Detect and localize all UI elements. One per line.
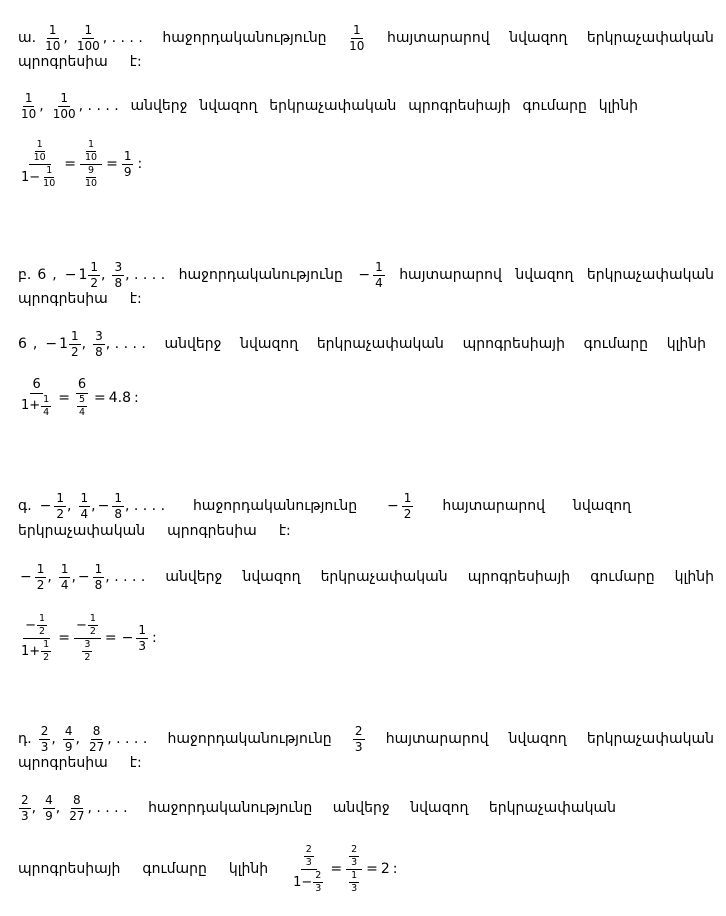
fraction: 1 10 bbox=[45, 23, 61, 53]
result-value: 4.8 bbox=[108, 389, 131, 406]
part-b-sum-line: 6 , − 1 1 2 , 3 8 , . . . . անվերջ նվազող երկրաչափական պրոգրեսիայի գումարը կլինի bbox=[18, 329, 706, 359]
part-b-formula: 6 1+ $\frac{1}{4}$ = 6 5 4 = 4.8 : bbox=[21, 377, 139, 418]
compound-fraction: − $\frac{1}{2}$ 3 2 bbox=[74, 614, 101, 663]
fraction: 2 3 bbox=[21, 793, 29, 823]
fraction: 1 10 bbox=[349, 23, 365, 53]
part-b-statement-cont: պրոգրեսիա է : bbox=[18, 291, 142, 307]
result-fraction: $\frac{1}{3}$ bbox=[138, 623, 147, 653]
result-fraction: $\frac{1}{9}$ bbox=[123, 149, 132, 179]
result-value: 2 bbox=[380, 861, 390, 878]
part-d-statement: դ . 2 3 , 4 9 , 8 27 , . . . . հաջորդականությունը 2 3 հայտարարով նվազող երկրաչափական bbox=[18, 724, 714, 754]
fraction: 1 100 bbox=[52, 91, 76, 121]
part-b-sequence: բ . 6 , − 1 1 2 , 3 8 , . . . . bbox=[18, 260, 166, 290]
part-d-sequence: դ . 2 3 , 4 9 , 8 27 , . . . . bbox=[18, 724, 148, 754]
fraction: 8 27 bbox=[88, 724, 105, 754]
fraction: 1 10 bbox=[21, 91, 37, 121]
part-d-formula-line: պրոգրեսիայի գումարը կլինի 2 3 1− $\frac{2}{3}$ = 2 3 1 3 = 2 : bbox=[18, 845, 714, 894]
part-a-statement: ա . 1 10 , 1 100 , . . . . հաջորդականությունը 1 10 հայտարարով նվազող երկրաչափական bbox=[18, 23, 714, 53]
fraction: 8 27 bbox=[69, 793, 85, 823]
fraction: 1 2 bbox=[71, 329, 79, 359]
part-c-sum-line: − $\frac{1}{2}$ , 1 4 , − $\frac{1}{8}$ , . . . . անվերջ նվազող երկրաչափական պրոգրեսիայի գումարը կլինի bbox=[20, 562, 714, 592]
part-a-sequence: ա . 1 10 , 1 100 , . . . . bbox=[18, 23, 143, 53]
part-a-statement-cont: պրոգրեսիա է : bbox=[18, 54, 142, 70]
fraction: 2 3 bbox=[40, 724, 49, 754]
part-a-sum-line: 1 10 , 1 100 , . . . . անվերջ նվազող երկրաչափական պրոգրեսիայի գումարը կլինի bbox=[21, 91, 638, 121]
part-c-statement: գ . − $\frac{1}{2}$ , 1 4 , − $\frac{1}{8}$ , . . . . հաջորդականությունը − $\frac{1}{2}$ հայտարարով նվազող bbox=[18, 491, 631, 521]
part-a-formula: 1 10 1− $\frac{1}{10}$ = 1 10 9 10 = $\frac{1}{9}$ : bbox=[21, 139, 143, 189]
fraction: 4 9 bbox=[64, 724, 73, 754]
fraction: 2 3 bbox=[354, 724, 363, 754]
fraction: 4 9 bbox=[45, 793, 53, 823]
fraction: 1 4 bbox=[60, 562, 69, 592]
part-c-sequence: գ . − $\frac{1}{2}$ , 1 4 , − $\frac{1}{8}$ , . . . . bbox=[18, 491, 166, 521]
compound-fraction: − $\frac{1}{2}$ 1+ $\frac{1}{2}$ bbox=[21, 613, 50, 663]
compound-fraction: 2 3 1− $\frac{2}{3}$ bbox=[293, 844, 322, 894]
fraction: $\frac{1}{4}$ bbox=[375, 260, 383, 290]
fraction: $\frac{1}{2}$ bbox=[56, 491, 65, 521]
part-b-statement: բ . 6 , − 1 1 2 , 3 8 , . . . . հաջորդականությունը − $\frac{1}{4}$ հայտարարով նվազող երկրաչափական bbox=[18, 260, 714, 290]
fraction: $\frac{1}{2}$ bbox=[36, 562, 45, 592]
fraction: 1 4 bbox=[80, 491, 89, 521]
part-c-formula: − $\frac{1}{2}$ 1+ $\frac{1}{2}$ = − $\frac{1}{2}$ 3 2 = − $\frac{1}{3}$ : bbox=[21, 613, 157, 663]
fraction: $\frac{1}{8}$ bbox=[114, 491, 122, 521]
fraction: $\frac{1}{8}$ bbox=[94, 562, 103, 592]
fraction: 3 8 bbox=[95, 329, 103, 359]
compound-fraction: 2 3 1 3 bbox=[346, 845, 362, 894]
part-c-statement-cont: երկրաչափական պրոգրեսիա է : bbox=[18, 523, 291, 539]
compound-fraction: 1 10 1− $\frac{1}{10}$ bbox=[21, 139, 56, 189]
fraction: 3 8 bbox=[114, 260, 123, 290]
compound-fraction: 1 10 9 10 bbox=[80, 140, 102, 189]
compound-fraction: 6 5 4 bbox=[77, 377, 87, 418]
part-d-formula: 2 3 1− $\frac{2}{3}$ = 2 3 1 3 = 2 : bbox=[293, 844, 398, 894]
fraction: 1 100 bbox=[76, 23, 100, 53]
fraction: 1 2 bbox=[90, 260, 98, 290]
part-d-sum-line: 2 3 , 4 9 , 8 27 , . . . . հաջորդականությունը անվերջ նվազող երկրաչափական bbox=[21, 793, 616, 823]
part-d-statement-cont: պրոգրեսիա է : bbox=[18, 755, 142, 771]
fraction: $\frac{1}{2}$ bbox=[403, 491, 412, 521]
compound-fraction: 6 1+ $\frac{1}{4}$ bbox=[21, 377, 50, 418]
